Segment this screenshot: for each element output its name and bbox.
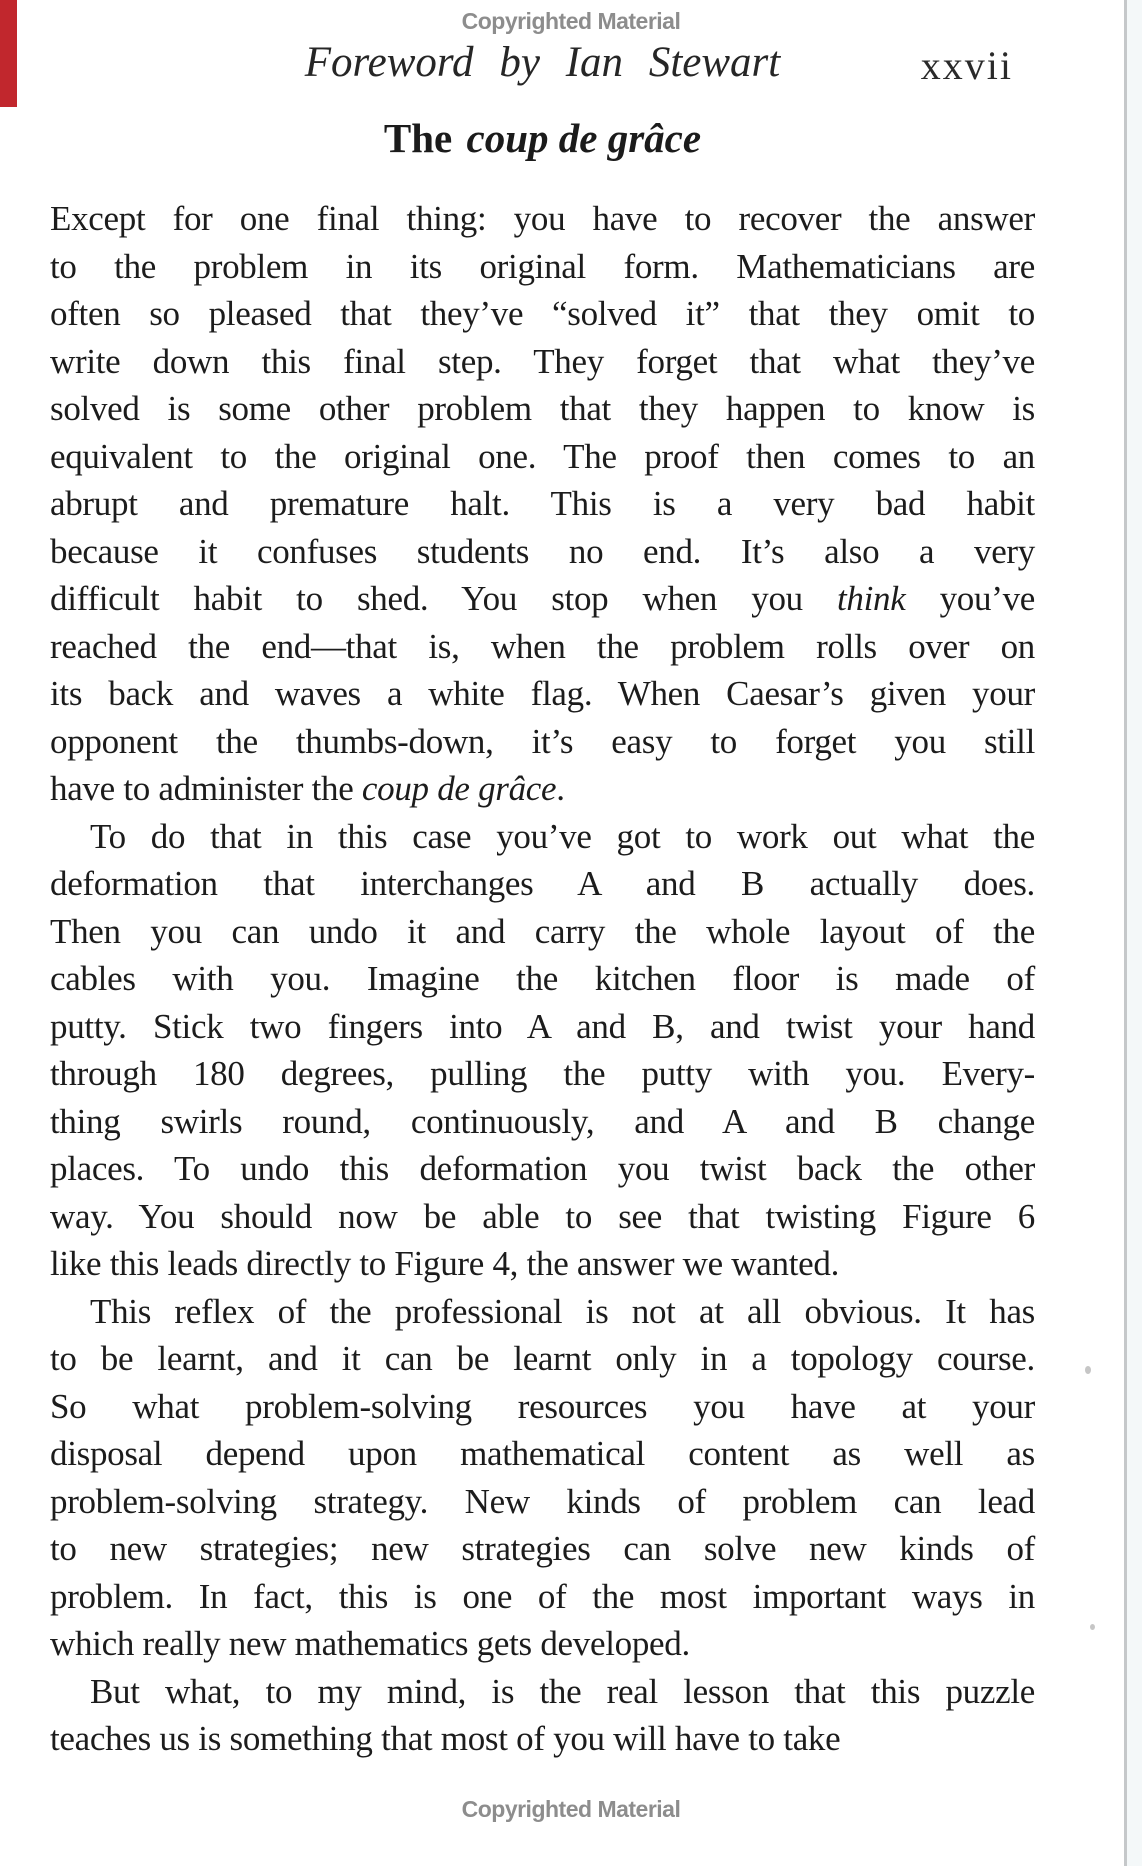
text-line: To do that in this case you’ve got to work out what the [90,816,1035,856]
text-line: So what problem-solving resources you have at your [50,1386,1035,1426]
text-line: This reflex of the professional is not at all obvious. It has [90,1291,1035,1331]
section-heading-plain: The [383,115,463,161]
copyright-watermark-bottom: Copyrighted Material [461,1796,681,1822]
text-line: because it confuses students no end. It’s also a very [50,531,1035,571]
text-line: problem-solving strategy. New kinds of problem can lead [50,1481,1035,1521]
body-text [50,195,1035,1763]
text-line: its back and waves a white flag. When Caesar’s given your [50,674,1035,713]
scan-speck [1085,1366,1091,1374]
text-line: cables with you. Imagine the kitchen floor is made of [50,959,1035,998]
copyright-watermark-top: Copyrighted Material [461,8,681,34]
text-line: But what, to my mind, is the real lesson that this puzzle [90,1671,1035,1711]
text-line: difficult habit to shed. You stop when you think you’ve [50,579,1035,618]
text-line: to the problem in its original form. Mathematicians are [50,246,1035,286]
text-line: abrupt and premature halt. This is a very bad habit [50,484,1035,523]
text-line: Then you can undo it and carry the whole layout of the [50,911,1035,951]
text-line: problem. In fact, this is one of the most important ways in [50,1576,1035,1616]
text-line: reached the end—that is, when the problem rolls over on [50,626,1035,666]
page-edge-strip [1124,0,1142,1866]
text-line: teaches us is something that most of you will have to take [50,1719,841,1758]
text-line: which really new mathematics gets developed. [50,1624,690,1663]
text-line: equivalent to the original one. The proof then comes to an [50,436,1035,476]
text-line: to new strategies; new strategies can solve new kinds of [50,1529,1035,1568]
text-line: often so pleased that they’ve “solved it” that they omit to [50,294,1035,333]
running-head [50,38,1035,90]
text-line: places. To undo this deformation you twist back the other [50,1149,1035,1188]
text-line: through 180 degrees, pulling the putty with you. Every- [50,1054,1035,1093]
text-line: putty. Stick two fingers into A and B, and twist your hand [50,1006,1035,1046]
paragraph [50,1288,1035,1668]
text-line: have to administer the coup de grâce. [50,769,565,808]
text-line: like this leads directly to Figure 4, the answer we wanted. [50,1244,840,1283]
paragraph [50,813,1035,1288]
text-line: opponent the thumbs-down, it’s easy to forget you still [50,721,1035,761]
paragraph [50,195,1035,813]
text-line: write down this final step. They forget that what they’ve [50,341,1035,381]
text-line: thing swirls round, continuously, and A and B change [50,1101,1035,1141]
section-heading [50,114,1035,162]
section-heading-italic: coup de grâce [466,115,702,161]
text-line: disposal depend upon mathematical content as well as [50,1434,1035,1473]
scan-speck [1090,1624,1095,1630]
running-head-title: Foreword by Ian Stewart [304,39,781,86]
text-line: Except for one final thing: you have to recover the answer [50,199,1035,238]
text-line: solved is some other problem that they happen to know is [50,389,1035,428]
text-line: way. You should now be able to see that twisting Figure 6 [50,1196,1035,1236]
text-line: to be learnt, and it can be learnt only in a topology course. [50,1339,1035,1378]
paragraph [50,1668,1035,1763]
page-number: xxvii [920,43,1013,88]
text-line: deformation that interchanges A and B actually does. [50,864,1035,903]
